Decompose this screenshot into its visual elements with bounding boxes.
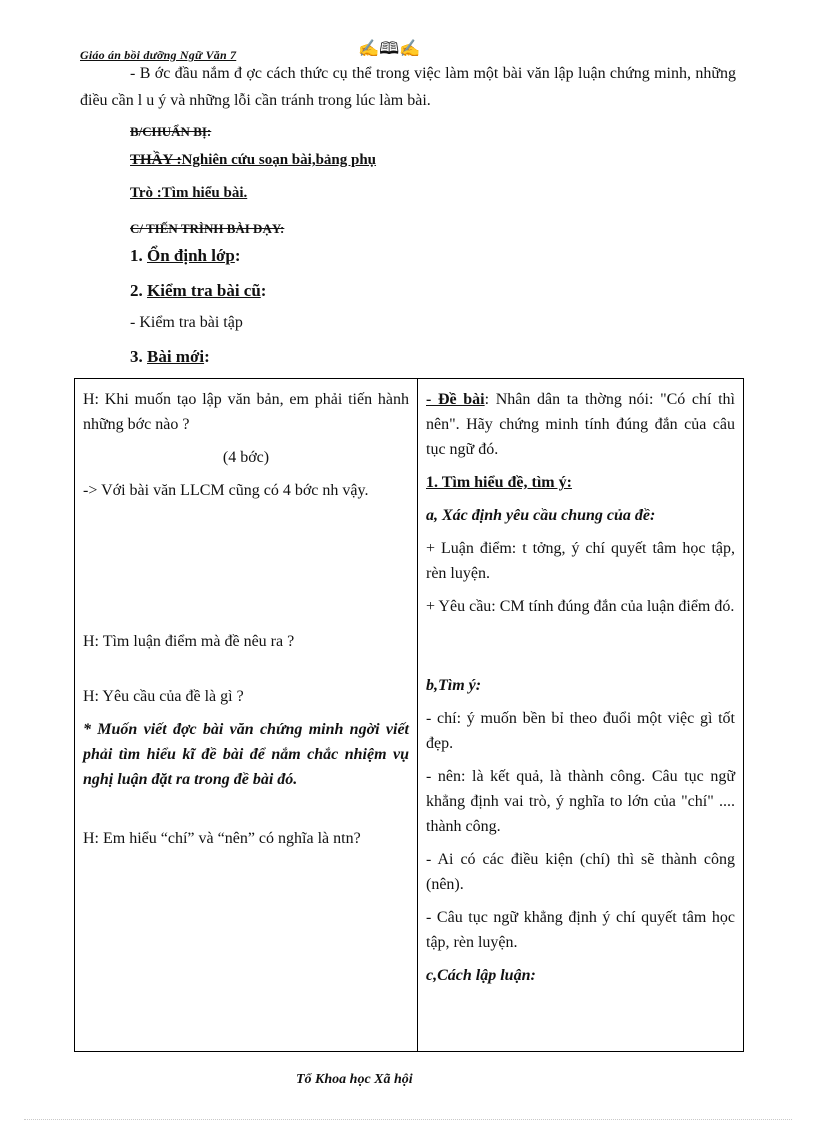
teacher-activity-column [75,379,418,1052]
idea-chi: - chí: ý muốn bền bỉ theo đuổi một việc gì tốt đẹp. [426,710,735,752]
section-teacher [130,152,376,169]
question-1: H: Khi muốn tạo lập văn bản, em phải tiến hành những bớc nào ? [83,391,409,433]
intro-paragraph [80,60,736,114]
section-student: Trò :Tìm hiểu bài. [130,185,248,201]
emphasis-note: * Muốn viết đợc bài văn chứng minh ngời viết phải tìm hiểu kĩ đề bài để nắm chắc nhiệm vụ nghị luận đặt ra trong đề bài đó. [83,721,409,788]
intro-text: - B ớc đầu nắm đ ợc cách thức cụ thể trong việc làm một bài văn lập luận chứng minh, những điều cần l u ý và những lỗi cần tránh trong lúc làm bài. [80,65,736,109]
requirement-thesis: + Luận điểm: t tởng, ý chí quyết tâm học tập, rèn luyện. [426,540,735,582]
page-divider [24,1119,792,1120]
document-header: Giáo án bồi dưỡng Ngữ Văn 7 [80,48,237,62]
idea-affirmation: - Câu tục ngữ khẳng định ý chí quyết tâm học tập, rèn luyện. [426,909,735,951]
heading-analyze-topic: 1. Tìm hiểu đề, tìm ý: [426,474,572,491]
content-column [418,379,744,1052]
question-1-answer: (4 bớc) [222,449,270,466]
step-3 [130,347,210,367]
step-1 [130,246,241,266]
topic [426,387,735,462]
step-2 [130,281,266,301]
idea-nen: - nên: là kết quả, là thành công. Câu tục ngữ khẳng định vai trò, ý nghĩa to lớn của "chí" .... thành công. [426,768,735,835]
step-2-item: - Kiểm tra bài tập [130,314,243,331]
step-2-number: 2. [130,281,147,300]
question-4: H: Em hiểu “chí” và “nên” có nghĩa là ntn? [83,830,361,847]
heading-argument-method: c,Cách lập luận: [426,967,536,984]
question-3: H: Yêu cầu của đề là gì ? [83,688,244,705]
page-footer: Tổ Khoa học Xã hội [296,1072,413,1087]
question-1-note: -> Với bài văn LLCM cũng có 4 bớc nh vậy. [83,482,369,499]
step-3-number: 3. [130,347,147,366]
teacher-label: THẦY : [130,152,182,168]
question-2: H: Tìm luận điểm mà đề nêu ra ? [83,633,295,650]
step-3-colon: : [204,347,210,366]
step-2-colon: : [260,281,267,300]
requirement-demand: + Yêu cầu: CM tính đúng đắn của luận điểm đó. [426,598,735,615]
book-quill-icon: ✍🕮✍ [358,39,421,58]
step-1-label: Ổn định lớp [147,246,235,265]
teacher-text: Nghiên cứu soạn bài,bảng phụ [181,152,377,168]
step-2-label: Kiểm tra bài cũ [147,281,261,300]
idea-condition: - Ai có các điều kiện (chí) thì sẽ thành công (nên). [426,851,735,893]
step-1-colon: : [234,246,241,265]
topic-label: - Đề bài [426,391,485,408]
heading-find-ideas: b,Tìm ý: [426,677,482,694]
topic-text: : Nhân dân ta thờng nói: "Có chí thì nên". Hãy chứng minh tính đúng đắn của câu tục ngữ đó. [426,391,735,458]
section-preparation: B/CHUẨN BỊ: [130,124,212,139]
step-3-label: Bài mới [147,347,205,366]
section-process: C/ TIẾN TRÌNH BÀI DẠY: [130,221,285,236]
heading-requirements: a, Xác định yêu cầu chung của đề: [426,507,656,524]
lesson-table [74,378,744,1052]
step-1-number: 1. [130,246,147,265]
